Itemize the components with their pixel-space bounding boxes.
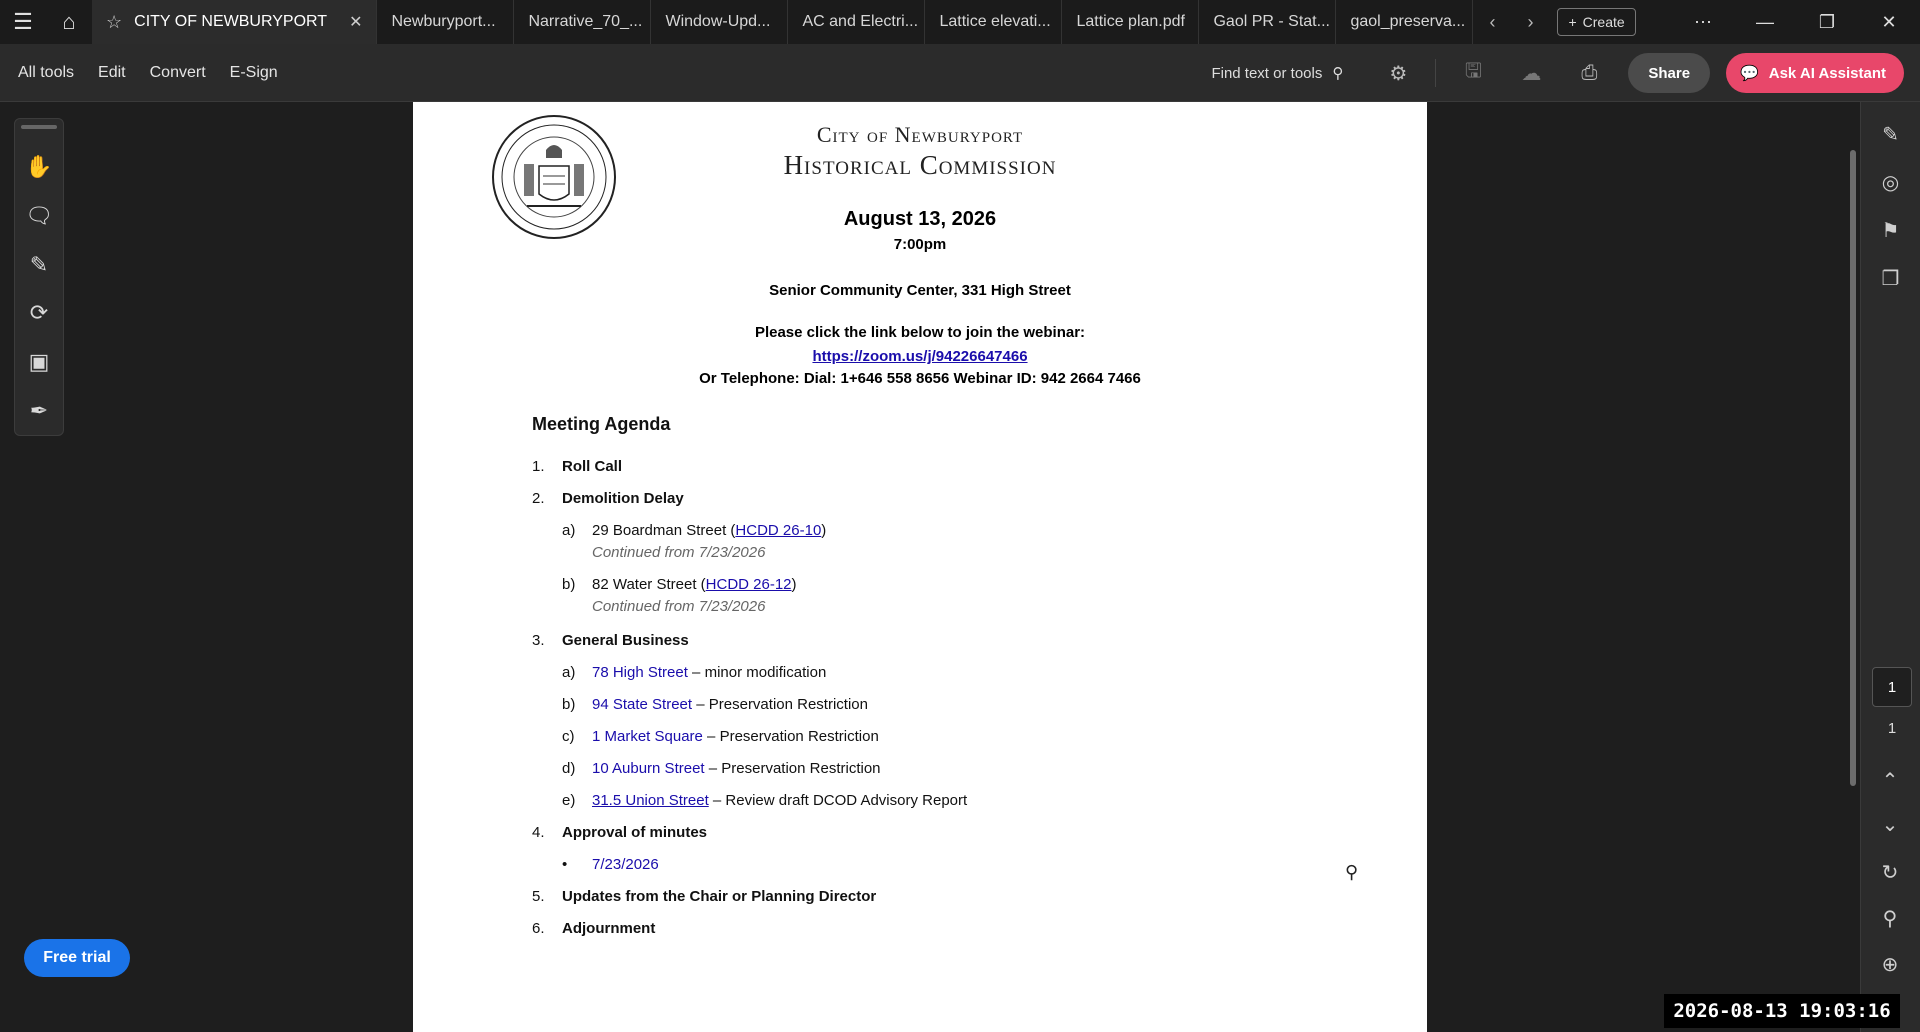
ai-button-label: Ask AI Assistant (1768, 64, 1886, 82)
close-tab-icon[interactable]: ✕ (349, 14, 363, 31)
agenda-item-demolition-delay (532, 490, 684, 507)
agenda-item-approval-minutes (532, 824, 707, 841)
address-link[interactable]: 10 Auburn Street (592, 760, 705, 777)
hamburger-menu-icon[interactable]: ☰ (13, 9, 33, 34)
subitem-letter: a) (562, 664, 576, 681)
pages-panel-icon[interactable]: ❐ (1881, 267, 1900, 290)
continued-note: Continued from 7/23/2026 (592, 598, 766, 615)
text-select-icon[interactable]: ▣ (28, 348, 50, 374)
subitem-letter: c) (562, 728, 575, 745)
agenda-subitem-94-state (562, 696, 868, 713)
commission-heading: Historical Commission (783, 150, 1057, 180)
address-link[interactable]: 78 High Street (592, 664, 688, 681)
menu-edit[interactable]: Edit (98, 63, 126, 81)
chevron-down-icon[interactable]: ⌄ (1881, 813, 1899, 836)
item-number: 2. (532, 490, 545, 507)
ai-tools-icon[interactable]: ⚙ (1389, 62, 1408, 85)
subitem-letter: b) (562, 696, 576, 713)
subitem-letter: e) (562, 792, 576, 809)
close-window-icon[interactable]: ✕ (1881, 11, 1897, 32)
tab-bar (0, 0, 1920, 44)
comment-icon[interactable]: 🗨 (25, 202, 53, 228)
agenda-title: Meeting Agenda (532, 414, 671, 434)
menu-convert[interactable]: Convert (149, 63, 206, 81)
city-heading: City of Newburyport (816, 122, 1024, 147)
document-tabs (92, 0, 1473, 44)
address-link[interactable]: 1 Market Square (592, 728, 703, 745)
subitem-letter: a) (562, 522, 576, 539)
item-label: Updates from the Chair or Planning Director (562, 888, 877, 905)
item-label: Adjournment (562, 920, 656, 937)
menu-e-sign[interactable]: E-Sign (229, 63, 278, 81)
subitem-text: 82 Water Street ( (592, 576, 706, 593)
tab-label: Narrative_70_... (528, 13, 643, 30)
edit-pdf-icon[interactable]: ✎ (1882, 123, 1899, 146)
tab-label: Gaol PR - Stat... (1213, 13, 1330, 30)
toolbar-right (1211, 44, 1904, 102)
zoom-cursor-icon: ⚲ (1345, 862, 1359, 882)
search-icon: ⚲ (1332, 65, 1344, 82)
address-link[interactable]: 94 State Street (592, 696, 693, 713)
bookmark-icon[interactable]: ⚑ (1881, 219, 1900, 242)
timestamp-overlay: 2026-08-13 19:03:16 (1664, 994, 1900, 1028)
tab-label: Lattice plan.pdf (1076, 13, 1185, 30)
more-options-icon[interactable]: ⋯ (1694, 11, 1712, 32)
item-label: Demolition Delay (562, 490, 684, 507)
minutes-link[interactable]: 7/23/2026 (592, 856, 659, 873)
agenda-item-roll-call (532, 458, 622, 475)
free-trial-button[interactable]: Free trial (24, 939, 130, 977)
create-label: Create (1582, 14, 1625, 30)
sign-icon[interactable]: ✒ (29, 397, 49, 423)
subitem-text: – Preservation Restriction (702, 728, 879, 745)
item-number: 1. (532, 458, 545, 475)
telephone-info: Or Telephone: Dial: 1+646 558 8656 Webinar ID: 942 2664 7466 (699, 370, 1141, 387)
plus-icon: + (1568, 14, 1577, 30)
agenda-item-adjournment (532, 920, 655, 937)
tab-gaol-pr[interactable] (1199, 0, 1336, 44)
rotate-icon[interactable]: ↻ (1881, 861, 1899, 884)
menu-all-tools[interactable]: All tools (18, 63, 75, 81)
upload-cloud-icon[interactable]: ☁ (1521, 62, 1542, 85)
agenda-subitem-82-water (562, 576, 797, 593)
current-page-input[interactable]: 1 (1872, 667, 1912, 707)
subitem-text: – Review draft DCOD Advisory Report (708, 792, 968, 809)
address-link[interactable]: 31.5 Union Street (592, 792, 709, 809)
meeting-date: August 13, 2026 (843, 208, 997, 230)
highlight-pen-icon[interactable]: ✎ (29, 251, 49, 277)
home-icon[interactable]: ⌂ (62, 9, 76, 34)
tab-city-of-newburyport[interactable] (92, 0, 377, 44)
agenda-subitem-10-auburn (562, 760, 881, 777)
restore-icon[interactable]: ❐ (1818, 11, 1836, 32)
tab-gaol-preservation[interactable] (1336, 0, 1473, 44)
agenda-subitem-minutes-date (562, 856, 659, 873)
item-label: General Business (562, 632, 689, 649)
tab-label: CITY OF NEWBURYPORT (134, 13, 328, 30)
right-rail (1860, 102, 1920, 1032)
agenda-item-general-business (532, 632, 689, 649)
zoom-in-icon[interactable]: ⊕ (1881, 953, 1899, 976)
save-icon[interactable]: 🖫 (1464, 60, 1482, 82)
subitem-text: – Preservation Restriction (692, 696, 868, 713)
lasso-icon[interactable]: ⟳ (29, 300, 49, 326)
subitem-end: ) (821, 522, 827, 539)
case-link[interactable]: HCDD 26-10 (735, 522, 822, 539)
item-number: 4. (532, 824, 545, 841)
agenda-subitem-29-boardman (562, 522, 826, 539)
minimize-icon[interactable]: — (1756, 11, 1774, 32)
document-area (0, 102, 1860, 1032)
window-controls (1672, 0, 1920, 44)
meeting-location: Senior Community Center, 331 High Street (769, 282, 1071, 299)
tab-lattice-plan[interactable] (1062, 0, 1199, 44)
star-icon[interactable]: ☆ (106, 11, 123, 32)
main-toolbar (0, 44, 1920, 102)
zoom-page-icon[interactable]: ⚲ (1882, 907, 1898, 930)
tab-label: Lattice elevati... (939, 13, 1051, 30)
subitem-text: – minor modification (687, 664, 827, 681)
find-label: Find text or tools (1211, 64, 1323, 82)
tab-lattice-elevation[interactable] (925, 0, 1062, 44)
create-button[interactable] (1557, 8, 1635, 36)
chevron-left-icon[interactable]: ‹ (1489, 11, 1496, 32)
total-pages: 1 (1887, 720, 1897, 737)
agenda-subitem-31-5-union (562, 792, 967, 809)
item-number: 3. (532, 632, 545, 649)
case-link[interactable]: HCDD 26-12 (705, 576, 792, 593)
tab-label: Newburyport... (391, 13, 496, 30)
agenda-item-updates (532, 888, 876, 905)
chevron-right-icon[interactable]: › (1527, 11, 1534, 32)
subitem-end: ) (791, 576, 797, 593)
tab-label: AC and Electri... (802, 13, 919, 30)
tab-narrative[interactable] (514, 0, 651, 44)
vertical-scrollbar[interactable] (1850, 150, 1856, 786)
subitem-text: 29 Boardman Street ( (592, 522, 736, 539)
meeting-time: 7:00pm (893, 236, 947, 253)
subitem-letter: d) (562, 760, 576, 777)
subitem-text: – Preservation Restriction (704, 760, 881, 777)
tab-label: Window-Upd... (665, 13, 771, 30)
item-number: 5. (532, 888, 545, 905)
divider (1435, 59, 1436, 87)
chevron-up-icon[interactable]: ⌃ (1881, 769, 1899, 792)
subitem-letter: b) (562, 576, 576, 593)
item-label: Approval of minutes (562, 824, 708, 841)
continued-note: Continued from 7/23/2026 (592, 544, 766, 561)
tab-window-update[interactable] (651, 0, 788, 44)
zoom-link[interactable]: https://zoom.us/j/94226647466 (812, 348, 1028, 365)
tab-newburyport[interactable] (377, 0, 514, 44)
item-number: 6. (532, 920, 545, 937)
ask-ai-assistant-button[interactable] (1726, 53, 1904, 93)
agenda-subitem-78-high (562, 664, 826, 681)
toolbar-menu (0, 64, 290, 82)
tab-label: gaol_preserva... (1350, 13, 1466, 30)
find-text-or-tools[interactable] (1211, 64, 1367, 82)
pdf-page (413, 102, 1427, 1032)
share-button[interactable]: Share (1628, 53, 1710, 93)
print-icon[interactable]: ⎙ (1581, 61, 1598, 84)
bullet: • (562, 856, 568, 873)
agenda-subitem-1-market (562, 728, 879, 745)
ai-chat-icon: 💬 (1740, 65, 1759, 82)
item-label: Roll Call (562, 458, 623, 475)
webinar-instruction: Please click the link below to join the webinar: (754, 324, 1086, 341)
comments-panel-icon[interactable]: ◎ (1881, 171, 1900, 194)
hand-icon[interactable]: ✋ (25, 154, 53, 180)
tab-ac-electric[interactable] (788, 0, 925, 44)
